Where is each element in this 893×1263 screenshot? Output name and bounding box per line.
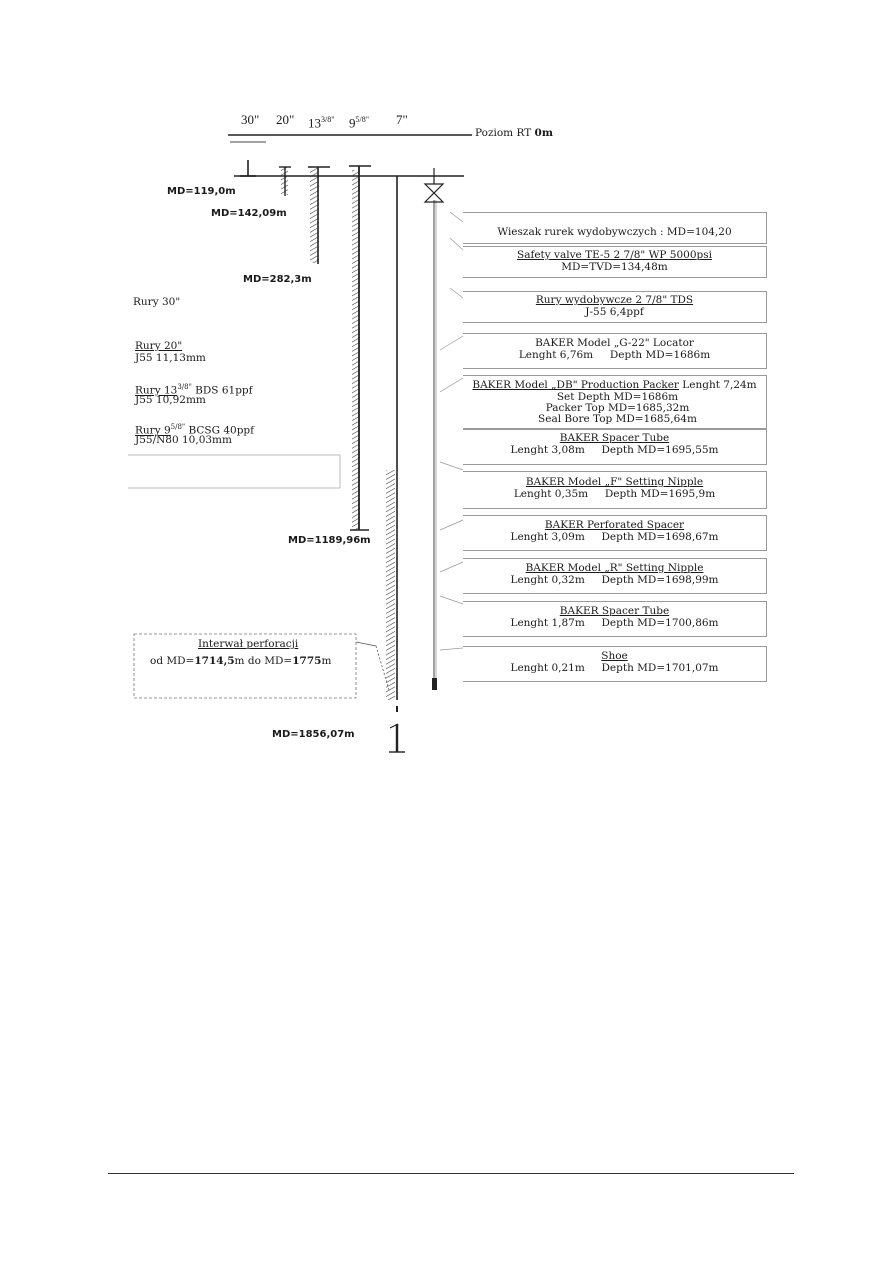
pipe-label-30: Rury 30"	[133, 296, 181, 308]
f-setting-nipple-box: BAKER Model „F" Setting Nipple Lenght 0,35m Depth MD=1695,9m	[463, 471, 767, 509]
spacer-tube-1-box: BAKER Spacer Tube Lenght 3,08m Depth MD=1695,55m	[463, 429, 767, 465]
depth-md-1856: MD=1856,07m	[272, 729, 355, 740]
casing-20	[279, 167, 291, 196]
tubing-string	[425, 168, 443, 690]
footer-rule	[108, 1173, 794, 1174]
casing-size-9: $9^{5/8"}$	[349, 115, 369, 131]
hanger-box: Wieszak rurek wydobywczych : MD=104,20	[463, 212, 767, 244]
tubing-box: Rury wydobywcze 2 7/8" TDS J-55 6,4ppf	[463, 291, 767, 323]
perforated-spacer-box: BAKER Perforated Spacer Lenght 3,09m Depth MD=1698,67m	[463, 515, 767, 551]
casing-13-3-8	[308, 167, 330, 264]
casing-size-30: 30"	[241, 112, 260, 127]
depth-md-142: MD=142,09m	[211, 208, 287, 219]
casing-9-5-8	[349, 166, 371, 530]
casing-size-7: 7"	[396, 112, 408, 127]
pipe-label-20-spec: J55 11,13mm	[135, 352, 206, 364]
pipe-label-9-spec: J55/N80 10,03mm	[135, 434, 232, 446]
casing-size-13: $13^{3/8"}$	[308, 115, 335, 131]
depth-md-282: MD=282,3m	[243, 274, 312, 285]
packer-box: BAKER Model „DB" Production Packer Lenght 7,24m Set Depth MD=1686m Packer Top MD=1685,32m Seal Bore Top MD=1685,64m	[463, 375, 767, 429]
depth-md-119: MD=119,0m	[167, 186, 236, 197]
r-setting-nipple-box: BAKER Model „R" Setting Nipple Lenght 0,32m Depth MD=1698,99m	[463, 558, 767, 594]
rt-level-label: Poziom RT 0m	[475, 127, 553, 139]
locator-box: BAKER Model „G-22" Locator Lenght 6,76m Depth MD=1686m	[463, 333, 767, 369]
perforation-range: od MD=1714,5m do MD=1775m	[150, 655, 332, 667]
pipe-label-20-title: Rury 20"	[135, 340, 183, 352]
spacer-tube-2-box: BAKER Spacer Tube Lenght 1,87m Depth MD=1700,86m	[463, 601, 767, 637]
casing-30	[240, 160, 256, 176]
depth-md-1189: MD=1189,96m	[288, 535, 371, 546]
casing-7	[386, 176, 405, 752]
pipe-label-13-title: Rury $13^{3/8"}$ BDS 61ppf	[135, 383, 253, 397]
pipe-label-9-title: Rury $9^{5/8"}$ BCSG 40ppf	[135, 423, 255, 437]
perforation-title: Interwał perforacji	[198, 638, 299, 650]
casing-size-20: 20"	[276, 112, 295, 127]
pipe-label-13-spec: J55 10,92mm	[135, 394, 206, 406]
shoe-box: Shoe Lenght 0,21m Depth MD=1701,07m	[463, 646, 767, 682]
safety-valve-box: Safety valve TE-5 2 7/8" WP 5000psi MD=TVD=134,48m	[463, 246, 767, 278]
